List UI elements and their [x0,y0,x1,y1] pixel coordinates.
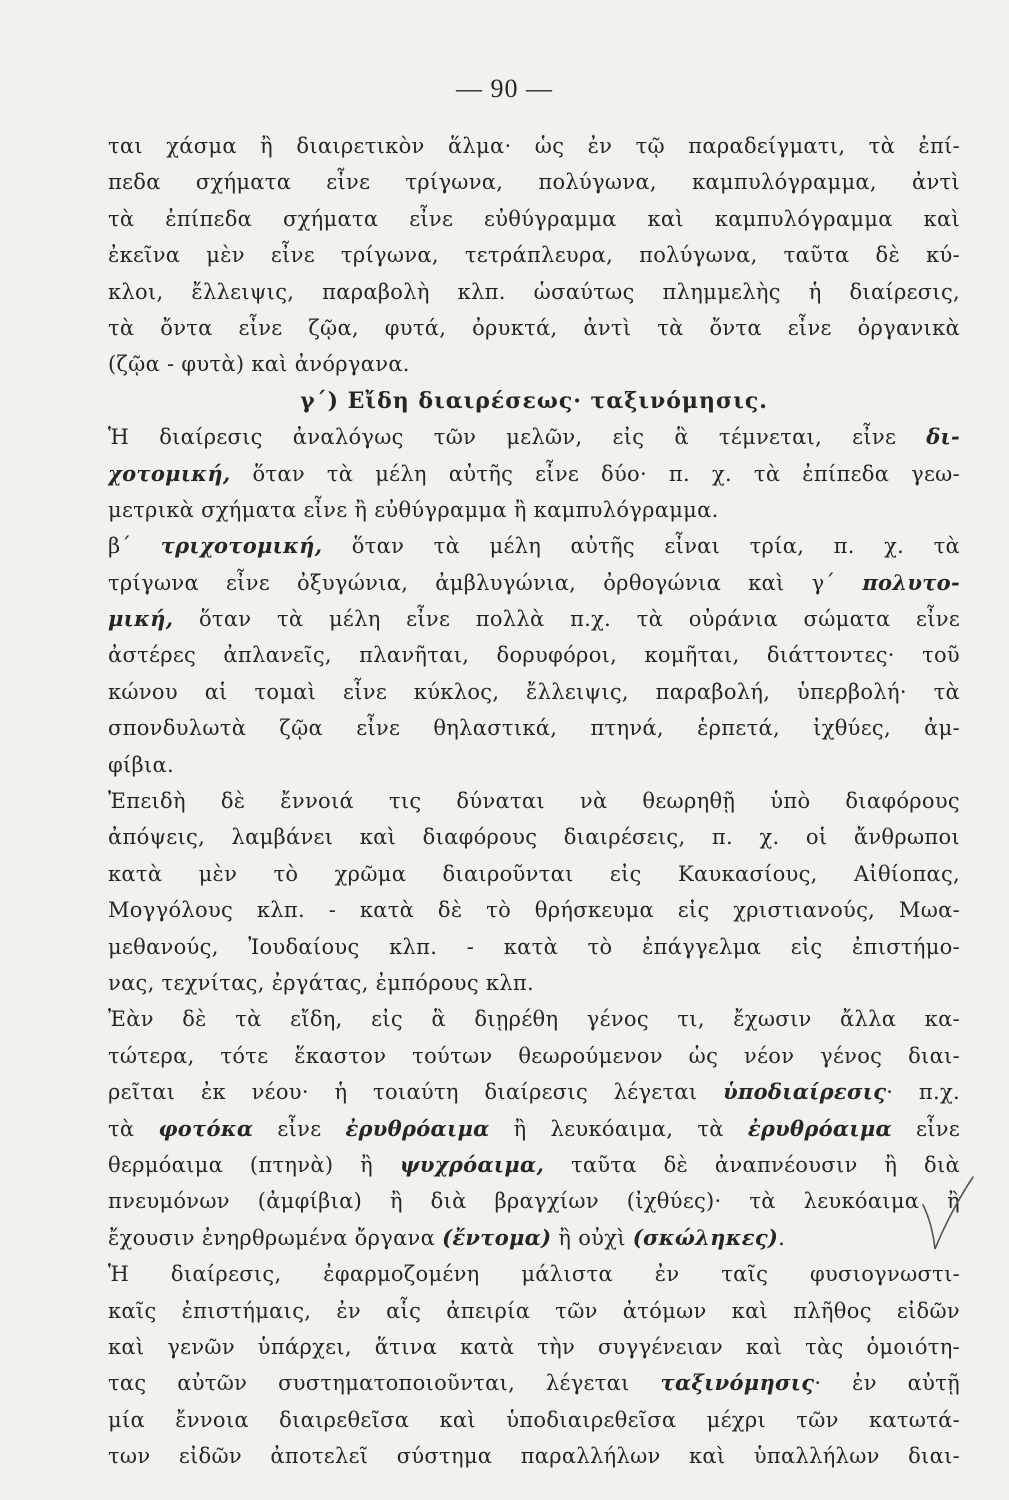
text-line [108,965,960,1001]
text-line [108,1220,960,1256]
text-line [108,237,960,273]
text-line [108,783,960,819]
text-run: Ἡ διαίρεσις, ἐφαρμοζομένη μάλιστα ἐν ταῖς φυσιογνωστι- [108,1262,960,1287]
text-line [108,1001,960,1037]
text-line [108,929,960,965]
text-run: τὰ [108,1116,159,1141]
text-run: Ἐὰν δὲ τὰ εἴδη, εἰς ἃ διῃρέθη γένος τι, ἔχωσιν ἄλλα κα- [108,1007,960,1032]
text-line [108,1074,960,1110]
text-run: Ἐπειδὴ δὲ ἔννοιά τις δύναται νὰ θεωρηθῇ ὑπὸ διαφόρους [108,789,960,814]
text-run: εἶνε [891,1116,960,1141]
text-line [108,674,960,710]
text-line [108,819,960,855]
text-run: θερμόαιμα (πτηνὰ) ἢ [108,1152,400,1177]
text-line [108,310,960,346]
text-run: κατὰ μὲν τὸ χρῶμα διαιροῦνται εἰς Καυκασίους, Αἰθίοπας, [108,861,960,886]
text-run: ἀπόψεις, λαμβάνει καὶ διαφόρους διαιρέσεις, π. χ. οἱ ἄνθρωποι [108,825,960,850]
text-run: ὅταν τὰ μέλη εἶνε πολλὰ π.χ. τὰ οὐράνια σώματα εἶνε [173,607,960,632]
text-run: μία ἔννοια διαιρεθεῖσα καὶ ὑποδιαιρεθεῖσα μέχρι τῶν κατωτά- [108,1407,960,1432]
text-line [108,856,960,892]
text-line [108,1438,960,1474]
text-run: τας αὐτῶν συστηματοποιοῦνται, λέγεται [108,1371,661,1396]
bold-term: ἐρυθρόαιμα [747,1115,892,1141]
text-line [108,1147,960,1183]
text-line [108,747,960,783]
bold-term: πολυτο- [862,569,960,595]
text-line [108,274,960,310]
text-line [108,164,960,200]
text-run: β΄ [108,534,161,559]
text-line [108,201,960,237]
text-line [108,456,960,492]
bold-term: τριχοτομική, [160,533,323,559]
text-line [108,710,960,746]
text-run: τώτερα, τότε ἕκαστον τούτων θεωρούμενον ὡς νέον γένος διαι- [108,1043,960,1068]
text-run: ρεῖται ἐκ νέου· ἡ τοιαύτη διαίρεσις λέγεται [108,1080,724,1105]
text-line [108,892,960,928]
text-run: ἢ οὐχὶ [551,1225,633,1250]
text-run: κώνου αἱ τομαὶ εἶνε κύκλος, ἔλλειψις, παραβολή, ὑπερβολή· τὰ [108,679,960,704]
text-run: καὶ γενῶν ὑπάρχει, ἅτινα κατὰ τὴν συγγένειαν καὶ τὰς ὁμοιότη- [108,1334,960,1359]
text-run: γ΄) Εἴδη διαιρέσεως· ταξινόμησις. [300,387,768,414]
text-run: τρίγωνα εἶνε ὀξυγώνια, ἀμβλυγώνια, ὀρθογώνια καὶ γ΄ [108,570,863,595]
text-run: τὰ ἐπίπεδα σχήματα εἶνε εὐθύγραμμα καὶ καμπυλόγραμμα καὶ [108,206,960,231]
text-run: καῖς ἐπιστήμαις, ἐν αἷς ἀπειρία τῶν ἀτόμων καὶ πλῆθος εἰδῶν [108,1298,960,1323]
bold-term: ψυχρόαιμα, [399,1151,545,1177]
text-run: ἔχουσιν ἐνηρθρωμένα ὄργανα [108,1225,443,1250]
text-line [108,1402,960,1438]
bold-term: (ἔντομα) [442,1224,552,1250]
bold-term: ὑποδιαίρεσις [723,1079,887,1105]
text-run: εἶνε [253,1116,346,1141]
text-line [108,1183,960,1219]
text-line [108,1111,960,1147]
text-run: ἐκεῖνα μὲν εἶνε τρίγωνα, τετράπλευρα, πολύγωνα, ταῦτα δὲ κύ- [108,243,960,268]
text-run: των εἰδῶν ἀποτελεῖ σύστημα παραλλήλων καὶ ὑπαλλήλων διαι- [108,1444,960,1469]
bold-term: φοτόκα [158,1115,254,1141]
text-run: ἢ λευκόαιμα, τὰ [489,1116,748,1141]
bold-term: μική, [108,606,174,632]
text-line [108,492,960,528]
text-run: . [778,1225,786,1250]
text-line [108,637,960,673]
section-heading [108,383,960,419]
handwritten-checkmark [917,1175,977,1255]
text-run: σπονδυλωτὰ ζῷα εἶνε θηλαστικά, πτηνά, ἑρπετά, ἰχθύες, ἀμ- [108,716,960,741]
text-run: · ἐν αὐτῇ [814,1371,960,1396]
page-number: — 90 — [456,74,553,103]
text-run: φίβια. [108,752,174,777]
text-line [108,1256,960,1292]
text-line [108,1365,960,1401]
text-run: μετρικὰ σχήματα εἶνε ἢ εὐθύγραμμα ἢ καμπυλόγραμμα. [108,497,719,522]
text-run: πεδα σχήματα εἶνε τρίγωνα, πολύγωνα, καμπυλόγραμμα, ἀντὶ [108,170,960,195]
text-line [108,1293,960,1329]
text-line [108,128,960,164]
text-run: · π.χ. [886,1080,960,1105]
text-line [108,601,960,637]
text-run: ἀστέρες ἀπλανεῖς, πλανῆται, δορυφόροι, κομῆται, διάττοντες· τοῦ [108,643,960,668]
text-run: Μογγόλους κλπ. - κατὰ δὲ τὸ θρήσκευμα εἰς χριστιανούς, Μωα- [108,898,960,923]
bold-term: (σκώληκες) [632,1224,779,1250]
text-run: Ἡ διαίρεσις ἀναλόγως τῶν μελῶν, εἰς ἃ τέμνεται, εἶνε [108,425,927,450]
text-line [108,346,960,382]
text-line [108,528,960,564]
text-run: ὅταν τὰ μέλη αὐτῆς εἶναι τρία, π. χ. τὰ [322,534,960,559]
text-run: (ζῷα - φυτὰ) καὶ ἀνόργανα. [108,352,410,377]
text-line [108,565,960,601]
text-run: πνευμόνων (ἀμφίβια) ἢ διὰ βραγχίων (ἰχθύες)· τὰ λευκόαιμα ἢ [108,1189,960,1214]
body-text [108,128,960,1474]
text-line [108,419,960,455]
text-run: ταῦτα δὲ ἀναπνέουσιν ἢ διὰ [544,1152,960,1177]
bold-term: ταξινόμησις [660,1370,815,1396]
text-run: κλοι, ἔλλειψις, παραβολὴ κλπ. ὡσαύτως πλημμελὴς ἡ διαίρεσις, [108,279,960,304]
text-run: μεθανούς, Ἰουδαίους κλπ. - κατὰ τὸ ἐπάγγελμα εἰς ἐπιστήμο- [108,934,960,959]
bold-term: δι- [926,424,960,450]
text-run: νας, τεχνίτας, ἐργάτας, ἐμπόρους κλπ. [108,970,535,995]
text-run: τὰ ὄντα εἶνε ζῷα, φυτά, ὀρυκτά, ἀντὶ τὰ ὄντα εἶνε ὀργανικὰ [108,315,960,340]
text-run: ται χάσμα ἢ διαιρετικὸν ἅλμα· ὡς ἐν τῷ παραδείγματι, τὰ ἐπί- [108,134,960,158]
text-line [108,1329,960,1365]
bold-term: χοτομική, [108,460,231,486]
bold-term: ἐρυθρόαιμα [345,1115,490,1141]
text-run: ὅταν τὰ μέλη αὐτῆς εἶνε δύο· π. χ. τὰ ἐπίπεδα γεω- [230,461,960,486]
text-line [108,1038,960,1074]
